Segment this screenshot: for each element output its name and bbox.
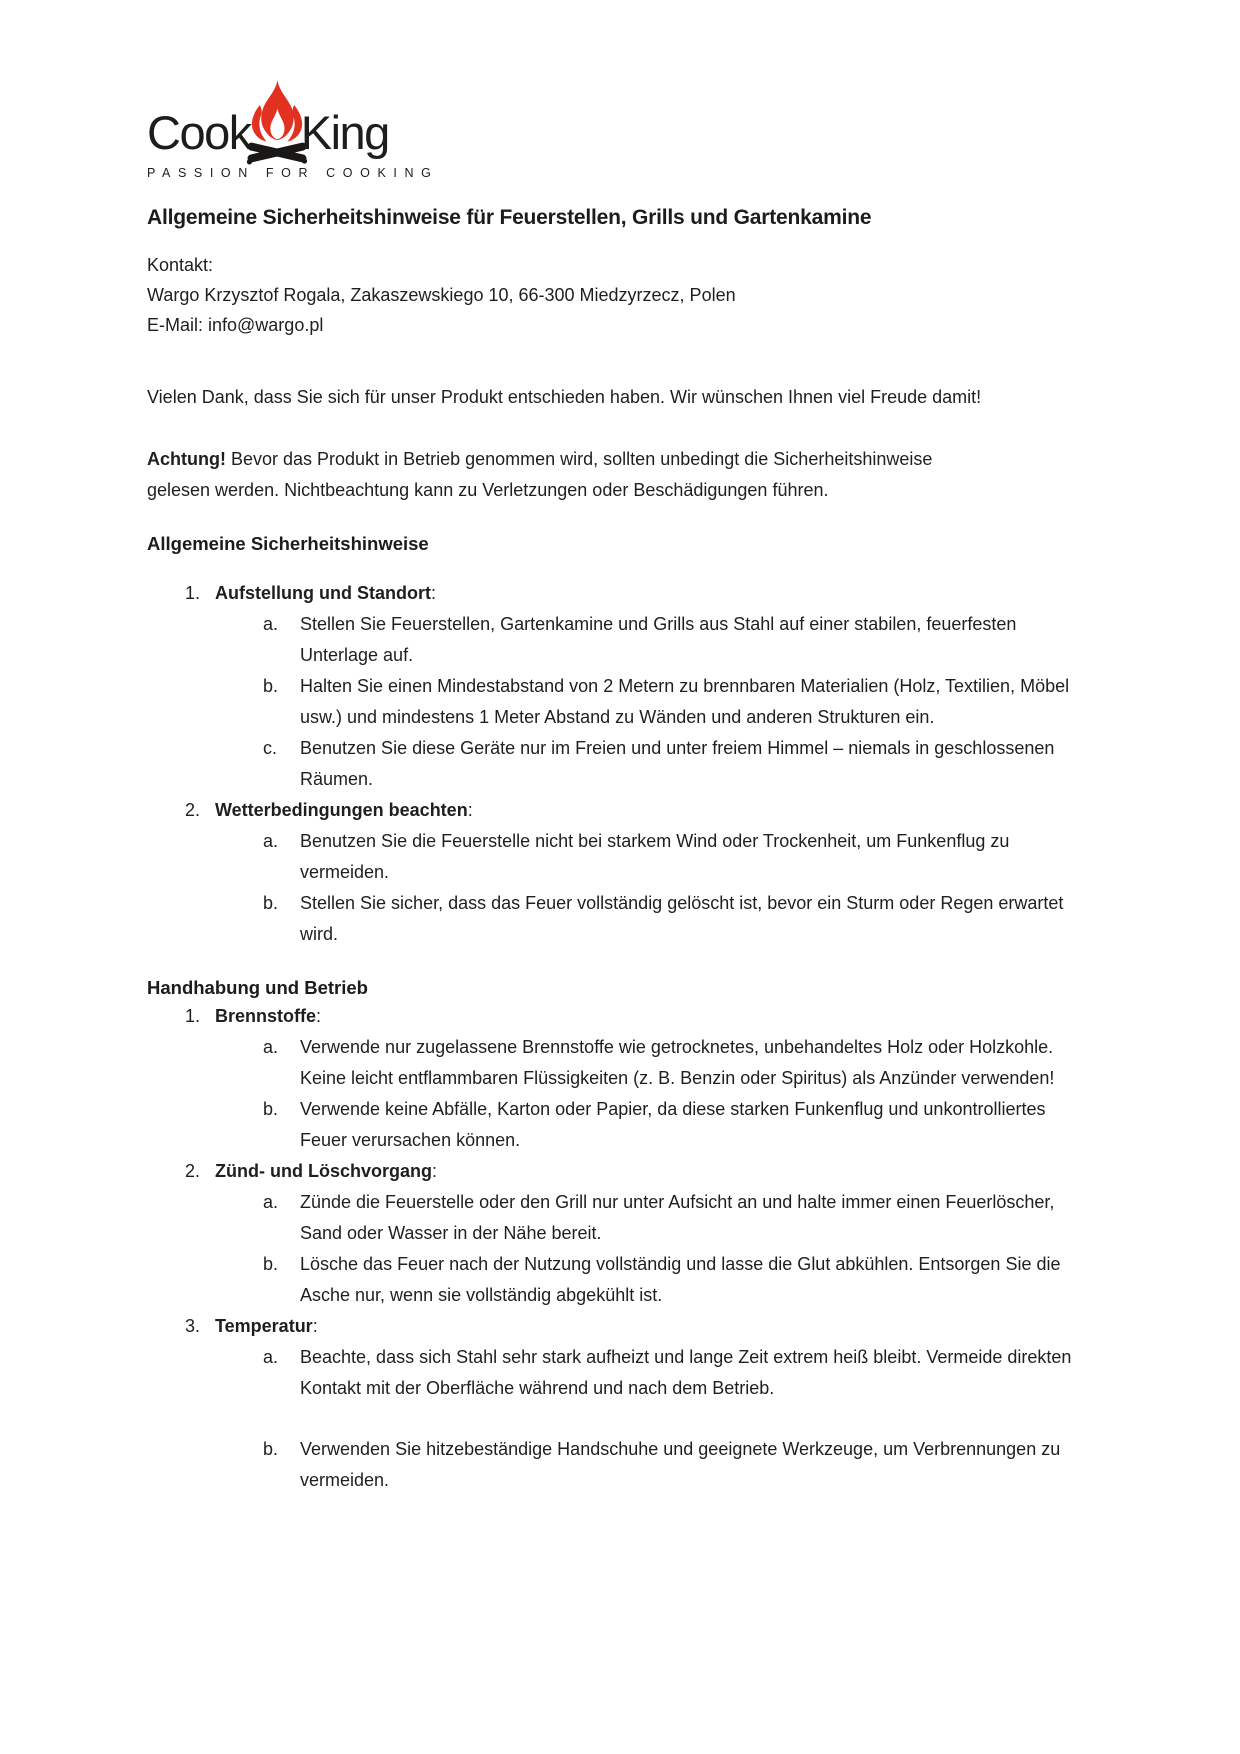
sub-item: [147, 609, 1130, 671]
sub-text: Verwenden Sie hitzebeständige Handschuhe und geeignete Werkzeuge, um Verbrennungen zu vermeiden.: [300, 1439, 1061, 1490]
contact-label: Kontakt:: [147, 255, 214, 275]
item-label: Brennstoffe:: [215, 1006, 322, 1026]
contact-email: E-Mail: info@wargo.pl: [147, 315, 324, 335]
cookking-logo: [147, 72, 1130, 180]
sub-item: [147, 1094, 1130, 1156]
item-label: Zünd- und Löschvorgang:: [215, 1161, 437, 1181]
list-item: [147, 1001, 1130, 1156]
sub-text: Verwende nur zugelassene Brennstoffe wie getrocknetes, unbehandeltes Holz oder Holzkohle. Keine leicht entflammbaren Flüssigkeiten (z. B. Benzin oder Spiritus) als Anzünder verwenden!: [300, 1037, 1055, 1088]
list-item-head: [147, 795, 1130, 826]
item-number: 1.: [185, 1006, 201, 1026]
brand-king-text: King: [300, 106, 389, 159]
sub-item: [147, 1032, 1130, 1094]
list-item-head: [147, 578, 1130, 609]
sub-item: [147, 826, 1130, 888]
warning-label: Achtung!: [147, 449, 226, 469]
item-number: 2.: [185, 1161, 201, 1181]
numbered-list: [147, 578, 1130, 950]
sub-text: Stellen Sie Feuerstellen, Gartenkamine und Grills aus Stahl auf einer stabilen, feuerfesten Unterlage auf.: [300, 614, 1017, 665]
sub-item: [147, 1342, 1130, 1404]
sub-letter: a.: [263, 831, 279, 851]
section-heading: Handhabung und Betrieb: [147, 977, 368, 998]
sub-letter: a.: [263, 1192, 279, 1212]
contact-block: [147, 250, 1130, 340]
sub-letter: b.: [263, 1254, 279, 1274]
sub-item: [147, 1249, 1130, 1311]
page-title: Allgemeine Sicherheitshinweise für Feuerstellen, Grills und Gartenkamine: [147, 206, 872, 229]
warning-text: Bevor das Produkt in Betrieb genommen wird, sollten unbedingt die Sicherheitshinweise gelesen werden. Nichtbeachtung kann zu Verletzungen oder Beschädigungen führen.: [147, 449, 933, 500]
sub-text: Halten Sie einen Mindestabstand von 2 Metern zu brennbaren Materialien (Holz, Textilien, Möbel usw.) und mindestens 1 Meter Abstand zu Wänden und anderen Strukturen ein.: [300, 676, 1070, 727]
item-label: Temperatur:: [215, 1316, 318, 1336]
section-heading: Allgemeine Sicherheitshinweise: [147, 533, 429, 554]
sub-letter: b.: [263, 893, 279, 913]
list-item-head: [147, 1311, 1130, 1342]
item-number: 2.: [185, 800, 201, 820]
intro-paragraph: Vielen Dank, dass Sie sich für unser Produkt entschieden haben. Wir wünschen Ihnen viel Freude damit!: [147, 387, 982, 407]
sub-letter: a.: [263, 1347, 279, 1367]
sub-list: [147, 1342, 1130, 1496]
sub-text: Lösche das Feuer nach der Nutzung vollständig und lasse die Glut abkühlen. Entsorgen Sie die Asche nur, wenn sie vollständig abgekühlt ist.: [300, 1254, 1061, 1305]
sub-letter: b.: [263, 676, 279, 696]
sub-item: [147, 1187, 1130, 1249]
section-allgemeine-sicherheitshinweise: [147, 533, 1130, 950]
sub-letter: b.: [263, 1099, 279, 1119]
sub-list: [147, 1032, 1130, 1156]
sub-item: [147, 888, 1130, 950]
numbered-list: [147, 1001, 1130, 1496]
logo-row: [147, 72, 1130, 164]
sub-list: [147, 1187, 1130, 1311]
sub-letter: a.: [263, 1037, 279, 1057]
sub-item: [147, 733, 1130, 795]
sub-text: Beachte, dass sich Stahl sehr stark aufheizt und lange Zeit extrem heiß bleibt. Vermeide direkten Kontakt mit der Oberfläche während und nach dem Betrieb.: [300, 1347, 1072, 1398]
sub-text: Benutzen Sie die Feuerstelle nicht bei starkem Wind oder Trockenheit, um Funkenflug zu vermeiden.: [300, 831, 1010, 882]
sub-item: [147, 671, 1130, 733]
sub-text: Stellen Sie sicher, dass das Feuer vollständig gelöscht ist, bevor ein Sturm oder Regen erwartet wird.: [300, 893, 1064, 944]
logo-tagline: PASSION FOR COOKING: [147, 166, 439, 180]
sub-item: [147, 1434, 1130, 1496]
sub-text: Verwende keine Abfälle, Karton oder Papier, da diese starken Funkenflug und unkontrolliertes Feuer verursachen können.: [300, 1099, 1046, 1150]
list-item-head: [147, 1156, 1130, 1187]
section-handhabung-und-betrieb: [147, 977, 1130, 1496]
sub-text: Zünde die Feuerstelle oder den Grill nur unter Aufsicht an und halte immer einen Feuerlöscher, Sand oder Wasser in der Nähe bereit.: [300, 1192, 1055, 1243]
contact-address: Wargo Krzysztof Rogala, Zakaszewskiego 10, 66-300 Miedzyrzecz, Polen: [147, 285, 736, 305]
sub-text: Benutzen Sie diese Geräte nur im Freien und unter freiem Himmel – niemals in geschlossenen Räumen.: [300, 738, 1055, 789]
sub-letter: c.: [263, 738, 278, 758]
warning-paragraph: [147, 444, 982, 506]
list-item: [147, 1311, 1130, 1496]
sub-list: [147, 826, 1130, 950]
sub-letter: a.: [263, 614, 279, 634]
sub-list: [147, 609, 1130, 795]
list-item-head: [147, 1001, 1130, 1032]
campfire-flame-icon: [246, 80, 308, 168]
campfire-logs-icon: [246, 142, 307, 165]
item-label: Wetterbedingungen beachten:: [215, 800, 473, 820]
list-item: [147, 1156, 1130, 1311]
brand-cook-text: Cook: [147, 106, 251, 159]
sub-letter: b.: [263, 1439, 279, 1459]
list-item: [147, 578, 1130, 795]
item-label: Aufstellung und Standort:: [215, 583, 436, 603]
item-number: 1.: [185, 583, 201, 603]
list-item: [147, 795, 1130, 950]
item-number: 3.: [185, 1316, 201, 1336]
